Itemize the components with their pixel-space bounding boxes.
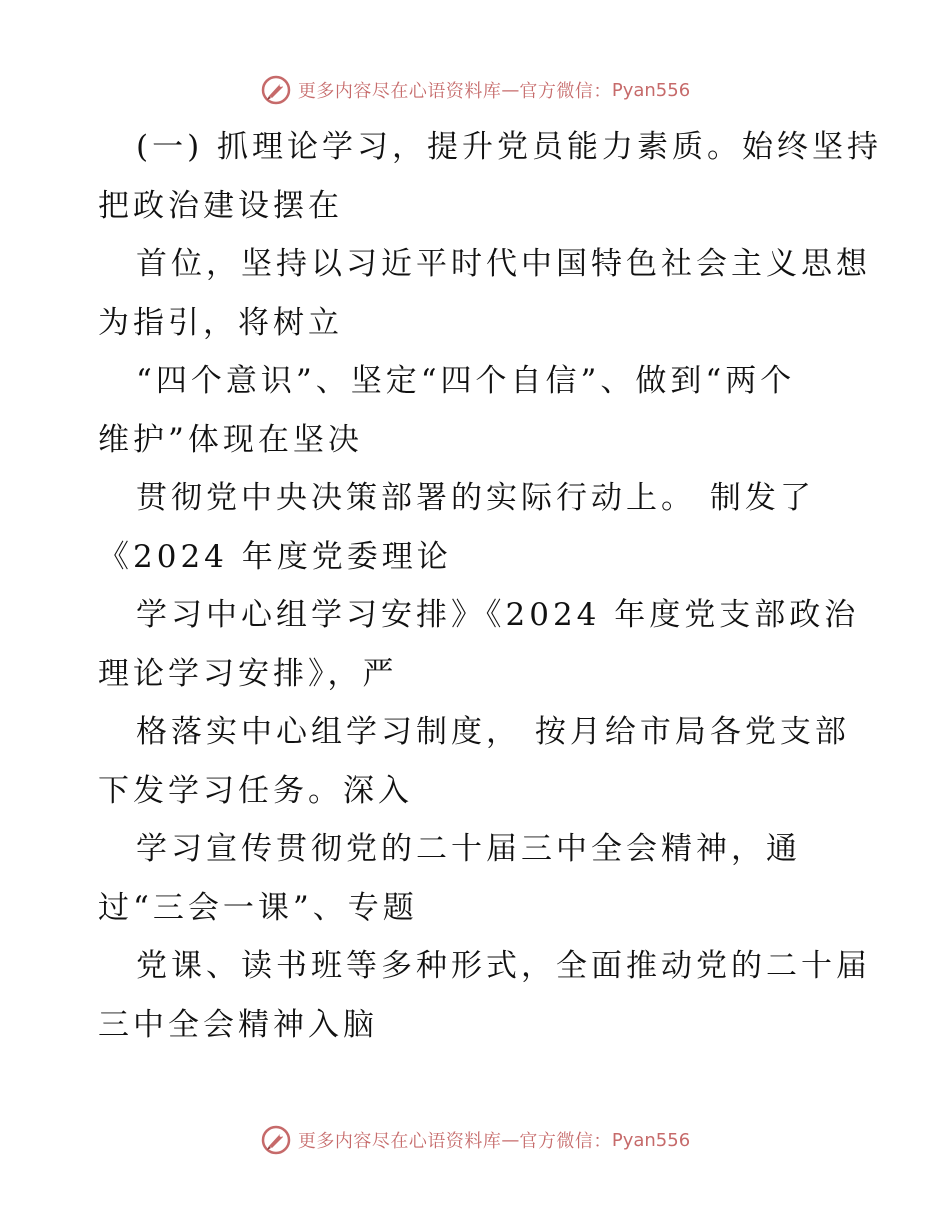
watermark-separator: —	[501, 1129, 520, 1151]
watermark-wechat-id: Pyan556	[611, 79, 691, 101]
watermark-brand-text: 更多内容尽在心语资料库	[297, 1131, 502, 1152]
text-line: 三中全会精神入脑	[98, 1006, 378, 1043]
text-line: 格落实中心组学习制度， 按月给市局各党支部	[136, 714, 850, 750]
text-line: 过“三会一课”、专题	[98, 889, 418, 926]
footer-watermark	[0, 1120, 950, 1160]
watermark-brand-text: 更多内容尽在心语资料库	[297, 81, 502, 102]
text-line: (一) 抓理论学习，提升党员能力素质。始终坚持	[136, 129, 883, 165]
text-line: 党课、读书班等多种形式，全面推动党的二十届	[136, 948, 871, 984]
text-line: 下发学习任务。深入	[98, 772, 413, 809]
text-line: 贯彻党中央决策部署的实际行动上。 制发了	[136, 480, 815, 516]
watermark-official-text: 官方微信：	[519, 81, 612, 102]
text-line: 把政治建设摆在	[98, 187, 343, 224]
pen-nib-circle-icon	[260, 74, 292, 106]
text-line: 学习中心组学习安排》《2024 年度党支部政治	[136, 597, 860, 633]
text-line: 首位，坚持以习近平时代中国特色社会主义思想	[136, 246, 871, 282]
watermark-wechat-id: Pyan556	[611, 1129, 691, 1151]
text-line: 学习宣传贯彻党的二十届三中全会精神，通	[136, 831, 801, 867]
header-watermark	[0, 70, 950, 110]
text-line: 理论学习安排》，严	[98, 655, 398, 692]
pen-nib-circle-icon	[260, 1124, 292, 1156]
text-line: 《2024 年度党委理论	[98, 538, 452, 575]
text-line: 为指引，将树立	[98, 304, 343, 341]
watermark-separator: —	[501, 79, 520, 101]
watermark-official-text: 官方微信：	[519, 1131, 612, 1152]
text-line: 维护”体现在坚决	[98, 421, 363, 458]
text-line: “四个意识”、坚定“四个自信”、做到“两个	[136, 363, 796, 399]
document-body	[98, 118, 883, 1054]
